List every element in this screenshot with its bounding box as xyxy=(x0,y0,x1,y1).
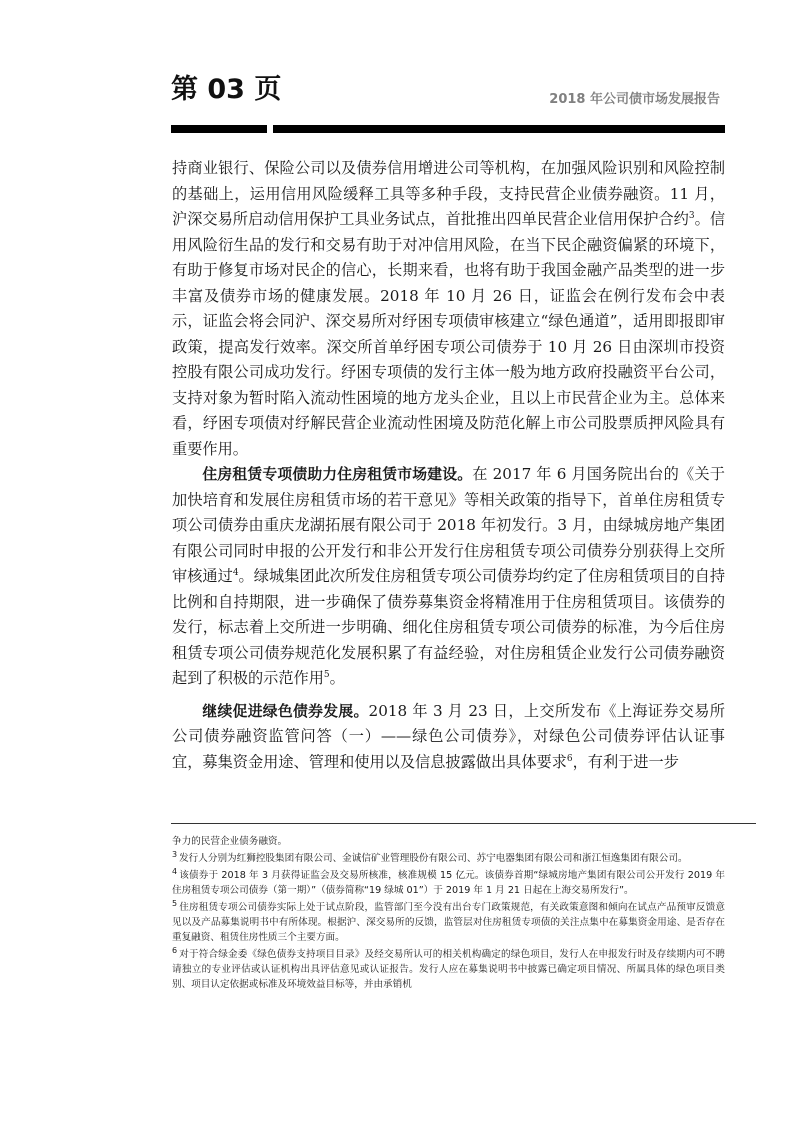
footnote-4 xyxy=(172,868,725,898)
page-number: 第 03 页 xyxy=(171,74,282,105)
paragraph-text: 。绿城集团此次所发住房租赁专项公司债券均约定了住房租赁项目的自持比例和自持期限，进一步确保了债券募集资金将精准用于住房租赁项目。该债券的发行，标志着上交所进一步明确、细化住房租赁专项公司债券的标准，为今后住房租赁专项公司债券规范化发展积累了有益经验，对住房租赁企业发行公司债券融资起到了积极的示范作用 xyxy=(172,567,726,687)
footnote-number: 4 xyxy=(172,866,178,876)
paragraph-3 xyxy=(172,699,725,776)
footnote-text: 住房租赁专项公司债券实际上处于试点阶段，监管部门至今没有出台专门政策规范，有关政策意图和倾向在试点产品预审反馈意见以及产品募集说明书中有所体现。根据沪、深交易所的反馈，监管层对住房租赁专项债的关注点集中在募集资金用途、是否存在重复融资、租赁住房性质三个主要方面。 xyxy=(172,902,725,943)
footnote-text: 发行人分别为红狮控股集团有限公司、金诚信矿业管理股份有限公司、苏宁电器集团有限公司和浙江恒逸集团有限公司。 xyxy=(179,853,688,864)
footnote-ref-5[interactable]: 5 xyxy=(323,669,330,680)
body-text xyxy=(172,156,725,775)
paragraph-text: 在 2017 年 6 月国务院出台的《关于加快培育和发展住房租赁市场的若干意见》等相关政策的指导下，首单住房租赁专项公司债券由重庆龙湖拓展有限公司于 2018 年初发行。3 月，由绿城房地产集团有限公司同时申报的公开发行和非公开发行住房租赁专项公司债券分别获得上交所审核通过 xyxy=(172,465,725,585)
paragraph-text: 2018 年 3 月 23 日，上交所发布《上海证券交易所公司债券融资监管问答（一）——绿色公司债券》，对绿色公司债券评估认证事宜，募集资金用途、管理和使用以及信息披露做出具体要求 xyxy=(172,701,725,771)
footnote-number: 5 xyxy=(172,898,178,908)
footnote-ref-3[interactable]: 3 xyxy=(688,210,695,221)
footnote-5 xyxy=(172,900,725,945)
footnote-divider xyxy=(171,823,756,824)
paragraph-text: 。 xyxy=(329,669,345,687)
paragraph-text: 。信用风险衍生品的发行和交易有助于对冲信用风险，在当下民企融资偏紧的环境下，有助于修复市场对民企的信心，长期来看，也将有助于我国金融产品类型的进一步丰富及债券市场的健康发展。2018 年 10 月 26 日，证监会在例行发布会中表示，证监会将会同沪、深交易所对纾困专项债审核建立“绿色通道”，适用即报即审政策，提高发行效率。深交所首单纾困专项公司债券于 10 月 26 日由深圳市投资控股有限公司成功发行。纾困专项债的发行主体一般为地方政府投融资平台公司，支持对象为暂时陷入流动性困境的地方龙头企业，且以上市民营企业为主。总体来看，纾困专项债对纾解民营企业流动性困境及防范化解上市公司股票质押风险具有重要作用。 xyxy=(172,210,726,458)
footnote-text: 对于符合绿金委《绿色债券支持项目目录》及经交易所认可的相关机构确定的绿色项目，发行人在申报发行时及存续期内可不聘请独立的专业评估或认证机构出具评估意见或认证报告。发行人应在募集说明书中披露已确定项目情况、所属具体的绿色项目类别、项目认定依据或标准及环境效益目标等，并由承销机 xyxy=(172,949,725,990)
footnote-continuation: 争力的民营企业债务融资。 xyxy=(172,836,288,847)
footnote-text: 该债券于 2018 年 3 月获得证监会及交易所核准，核准规模 15 亿元。该债券首期“绿城房地产集团有限公司公开发行 2019 年住房租赁专项公司债券（第一期）”（债券简称“19 绿城 01”）于 2019 年 1 月 21 日起在上海交易所发行”。 xyxy=(172,870,725,896)
header-rule-right xyxy=(273,125,725,133)
footnote-ref-4[interactable]: 4 xyxy=(232,567,239,578)
paragraph-heading: 继续促进绿色债券发展。 xyxy=(202,702,369,720)
report-title: 2018 年公司债市场发展报告 xyxy=(549,92,720,107)
footnotes xyxy=(172,834,725,994)
paragraph-1 xyxy=(172,156,725,462)
paragraph-2 xyxy=(172,462,725,692)
header-rule-left xyxy=(171,125,267,133)
footnote-6 xyxy=(172,947,725,992)
paragraph-heading: 住房租赁专项债助力住房租赁市场建设。 xyxy=(202,466,473,483)
footnote-3 xyxy=(172,851,725,866)
paragraph-text: 持商业银行、保险公司以及债券信用增进公司等机构，在加强风险识别和风险控制的基础上，运用信用风险缓释工具等多种手段，支持民营企业债券融资。11 月，沪深交易所启动信用保护工具业务试点，首批推出四单民营企业信用保护合约 xyxy=(172,159,725,228)
footnote-ref-6[interactable]: 6 xyxy=(566,753,573,764)
footnote-number: 6 xyxy=(172,945,178,955)
paragraph-text: ，有利于进一步 xyxy=(572,752,679,771)
footnote-number: 3 xyxy=(172,849,178,859)
